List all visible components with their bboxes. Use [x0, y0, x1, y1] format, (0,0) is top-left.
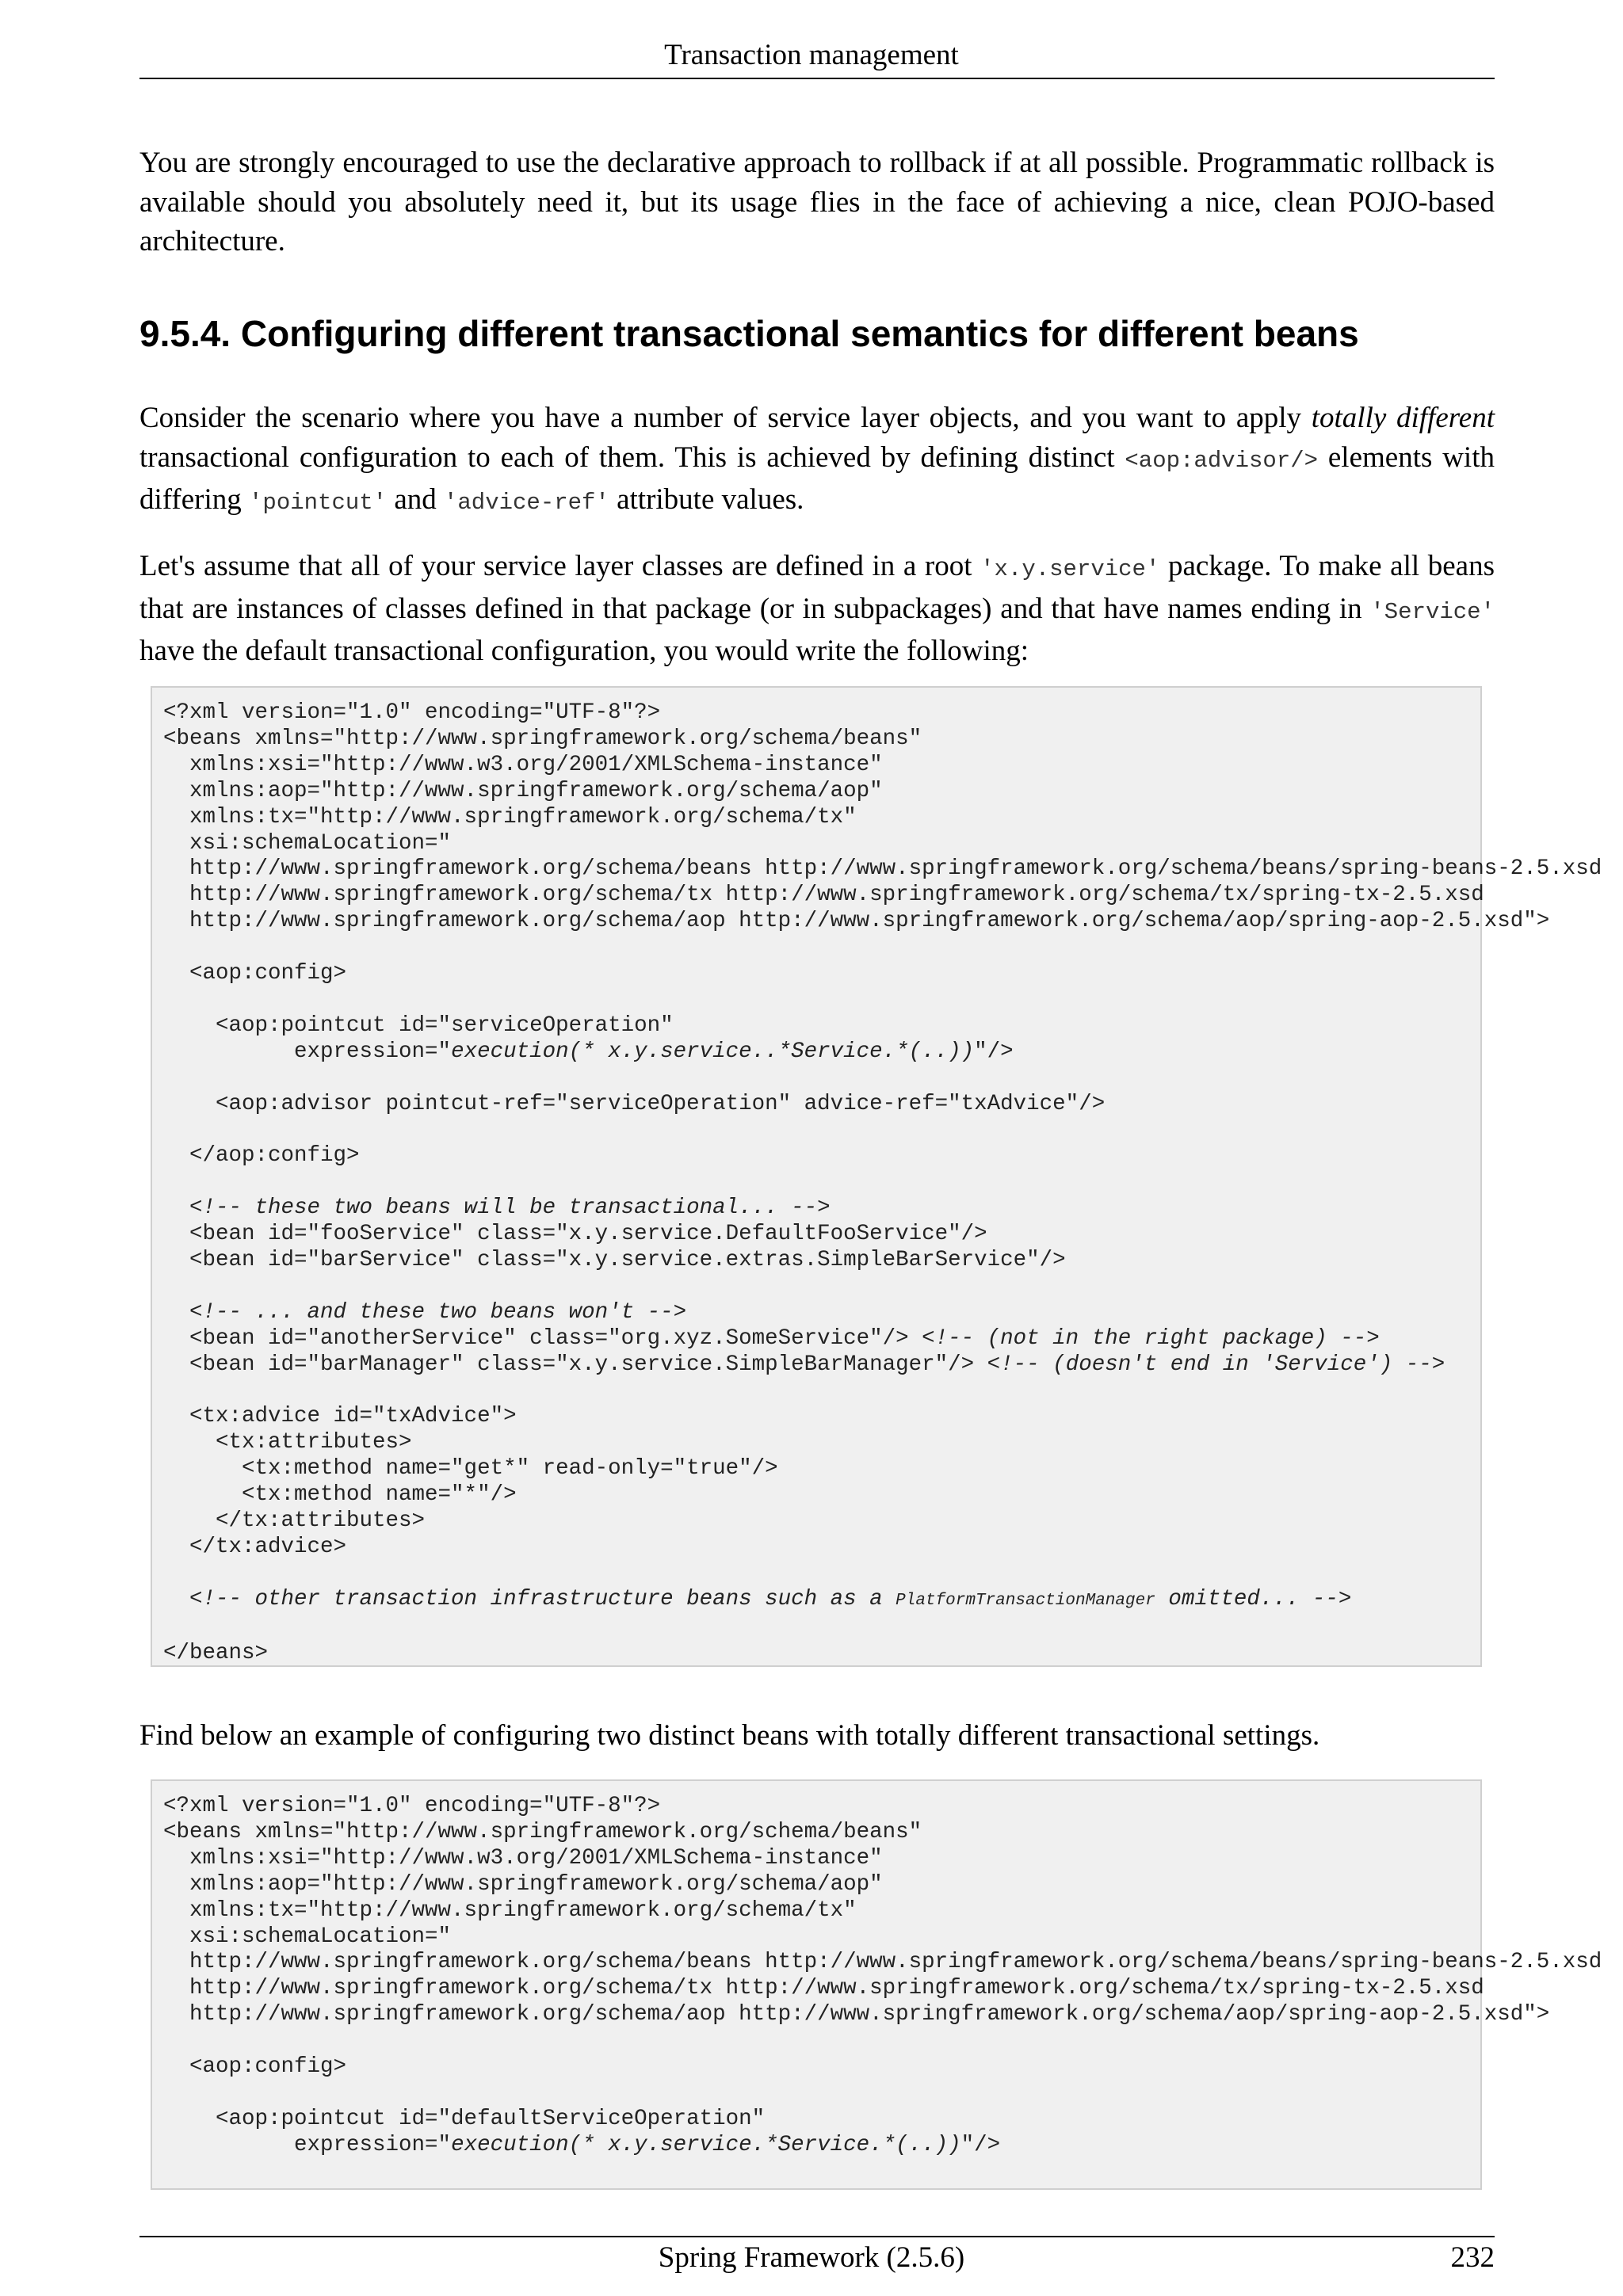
text: Let's assume that all of your service layer classes are defined in a root — [139, 550, 981, 582]
emphasis: totally different — [1311, 402, 1495, 434]
text: transactional configuration to each of them. This is achieved by defining distinct — [139, 441, 1125, 474]
text: and — [387, 483, 444, 516]
intro-paragraph: You are strongly encouraged to use the declarative approach to rollback if at all possible. Programmatic rollback is available should you absolutely need it, but its usage flies in the face of achieving a nice, clean POJO-based architecture. — [139, 147, 1495, 257]
paragraph-assume — [139, 547, 1495, 671]
code-listing-2 — [151, 1779, 1602, 2190]
paragraph-example: Find below an example of configuring two distinct beans with totally different transactional settings. — [139, 1719, 1320, 1752]
header-rule — [139, 78, 1495, 79]
paragraph-scenario — [139, 399, 1495, 523]
inline-code: 'pointcut' — [249, 490, 388, 516]
text: attribute values. — [609, 483, 804, 516]
section-heading: 9.5.4. Configuring different transactional semantics for different beans — [139, 313, 1359, 354]
page-number: 232 — [1450, 2241, 1495, 2274]
text: Consider the scenario where you have a number of service layer objects, and you want to apply — [139, 402, 1312, 434]
inline-code: 'Service' — [1370, 598, 1495, 625]
text: package. To make all beans that are instances of classes defined in that package (or in subpackages) and that have names ending in — [139, 550, 1495, 625]
inline-code: 'advice-ref' — [444, 490, 609, 516]
inline-code: 'x.y.service' — [980, 556, 1160, 582]
text: elements with differing — [139, 441, 1495, 516]
code-listing-1 — [151, 686, 1602, 1667]
inline-code: <aop:advisor/> — [1125, 447, 1319, 474]
running-header: Transaction management — [664, 39, 959, 71]
footer-rule — [139, 2236, 1495, 2237]
running-footer: Spring Framework (2.5.6) — [658, 2241, 965, 2274]
code-block: <?xml version="1.0" encoding="UTF-8"?> <beans xmlns="http://www.springframework.org/schema/beans" xmlns:xsi="http://www.w3.org/2001/XMLSchema-instance" xmlns:aop="http://www.springframework.org/schema/aop" xmlns:tx="http://www.springframework.org/schema/tx" xsi:schemaLocation=" http://www.springframework.org/schema/beans http://www.springframework.org/schema/beans/spring-beans-2.5.xsd http://www.springframework.org/schema/tx http://www.springframework.org/schema/tx/spring-tx-2.5.xsd http://www.springframework.org/schema/aop http://www.springframework.org/schema/aop/spring-aop-2.5.xsd"> <aop:config> <aop:pointcut id="serviceOperation" expression="execution(* x.y.service..*Service.*(..))"/> <aop:advisor pointcut-ref="serviceOperation" advice-ref="txAdvice"/> </aop:config> <!-- these two beans will be transactional... --> <bean id="fooService" class="x.y.service.DefaultFooService"/> <bean id="barService" class="x.y.service.extras.SimpleBarService"/> <!-- ... and these two beans won't --> <bean id="anotherService" class="org.xyz.SomeService"/> <!-- (not in the right package) --> <bean id="barManager" class="x.y.service.SimpleBarManager"/> <!-- (doesn't end in 'Service') --> <tx:advice id="txAdvice"> <tx:attributes> <tx:method name="get*" read-only="true"/> <tx:method name="*"/> </tx:attributes> </tx:advice> <!-- other transaction infrastructure beans such as a PlatformTransactionManager omitted... --> </beans> — [163, 700, 1602, 1665]
text: have the default transactional configuration, you would write the following: — [139, 635, 1029, 667]
code-block: <?xml version="1.0" encoding="UTF-8"?> <beans xmlns="http://www.springframework.org/schema/beans" xmlns:xsi="http://www.w3.org/2001/XMLSchema-instance" xmlns:aop="http://www.springframework.org/schema/aop" xmlns:tx="http://www.springframework.org/schema/tx" xsi:schemaLocation=" http://www.springframework.org/schema/beans http://www.springframework.org/schema/beans/spring-beans-2.5.xsd http://www.springframework.org/schema/tx http://www.springframework.org/schema/tx/spring-tx-2.5.xsd http://www.springframework.org/schema/aop http://www.springframework.org/schema/aop/spring-aop-2.5.xsd"> <aop:config> <aop:pointcut id="defaultServiceOperation" expression="execution(* x.y.service.*Service.*(..))"/> — [163, 1794, 1602, 2157]
